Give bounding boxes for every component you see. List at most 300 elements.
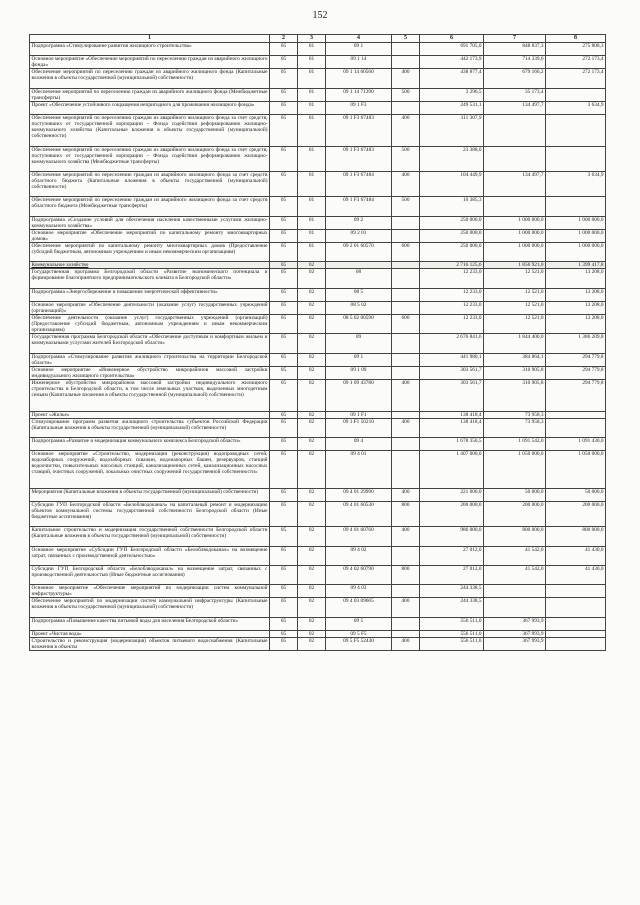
amount-year-2: 73 958,3 [484,418,546,437]
item-name: Капитальное строительство и модернизация государственной собственности Белгородской области (Капитальные вложения в объекты государственной (муниципальной) собственности) [30,527,270,546]
amount-year-3: 13 208,0 [546,269,606,288]
amount-year-3: 275 808,3 [546,43,606,56]
amount-year-1: 12 233,0 [420,269,484,288]
column-header: 1 [30,35,270,43]
target-article-code: 09 2 01 [326,229,392,242]
amount-year-2 [484,115,546,147]
amount-year-3: 3 634,9 [546,101,606,114]
item-name: Обеспечение мероприятий по капитальному ремонту многоквартирных домов (Предоставление субсидий бюджетным, автономным учреждениям и иным некоммерческим организациям) [30,243,270,262]
amount-year-3: 3 634,9 [546,171,606,196]
target-article-code: 09 4 01 29990 [326,488,392,501]
amount-year-1: 691 705,0 [420,43,484,56]
column-header: 4 [326,35,392,43]
amount-year-3 [546,418,606,437]
amount-year-2: 310 905,8 [484,366,546,379]
item-name: Основное мероприятие «Инженерное обустройство микрорайонов массовой застройки индивидуального жилищного строительства» [31,366,268,379]
item-name: Обеспечение мероприятий по переселению граждан из аварийного жилищного фонда за счет средств областного бюджета (Капитальные вложения в объекты государственной (муниципальной) собственности) [30,171,270,196]
subsection-code: 02 [298,617,326,630]
expense-type-code: 800 [392,565,420,584]
column-header: 8 [546,35,606,43]
table-row [30,288,606,301]
expense-type-code: 400 [392,598,420,617]
amount-year-2: 800 000,0 [484,527,546,546]
table-row [30,197,606,216]
section-code: 05 [270,630,298,637]
table-row [30,171,606,196]
table-row [30,617,606,630]
expense-type-code [392,411,420,418]
table-row [30,115,606,147]
subsection-code: 01 [298,243,326,262]
amount-year-1: 138 418,4 [420,418,484,437]
subsection-code: 01 [298,43,326,56]
expense-type-code: 400 [392,380,420,412]
amount-year-2: 679 166,2 [484,69,546,88]
table-row [30,488,606,501]
amount-year-2: 384 864,1 [484,353,546,366]
target-article-code: 09 1 F1 [326,411,392,418]
subsection-code: 02 [298,262,326,269]
expense-type-code: 400 [392,418,420,437]
item-name: Проект «Жилье» [30,411,270,418]
amount-year-2 [484,146,546,171]
table-row [30,585,606,598]
table-row [30,451,606,489]
table-row [30,437,606,450]
amount-year-3: 1 000 000,0 [546,229,606,242]
subsection-code: 02 [298,380,326,412]
subsection-code: 02 [298,353,326,366]
section-code: 05 [270,637,298,650]
item-name: Основное мероприятие «Обеспечение мероприятий по модернизации систем коммунальной инфраструктуры» [31,585,268,598]
expense-type-code: 400 [392,69,420,88]
amount-year-1: 250 000,0 [420,229,484,242]
item-name: Основное мероприятие «Обеспечение деятельности (оказание услуг) государственных учреждений (организаций)» [31,301,268,314]
amount-year-2: 1 091 542,0 [484,437,546,450]
amount-year-3 [546,585,606,598]
column-header: 7 [484,35,546,43]
expense-type-code: 400 [392,488,420,501]
expense-type-code [392,262,420,269]
amount-year-3: 272 173,4 [546,56,606,69]
subsection-code: 02 [298,451,326,489]
column-header: 5 [392,35,420,43]
amount-year-1: 10 385,3 [420,197,484,216]
amount-year-1: 442 173,9 [420,56,484,69]
section-code: 05 [270,146,298,171]
expense-type-code [392,366,420,379]
target-article-code: 08 [326,269,392,288]
item-name: Основное мероприятие «Строительство, модернизация (реконструкция) водопроводных сетей, водозаборных сооружений, водозаборных скважин, водонапорных башен, резервуаров, станций водоочистки, повысительных насосных станций, канализационных сетей, канализационных насосных станций, очистных сооружений, локальных очистных сооружений государственной собственности» [30,451,270,489]
amount-year-3: 1 050 000,0 [546,451,606,489]
target-article-code: 09 1 F1 50210 [326,418,392,437]
section-code: 05 [270,101,298,114]
section-code: 05 [270,315,298,334]
amount-year-2: 12 521,0 [484,288,546,301]
expense-type-code [392,216,420,229]
amount-year-2: 310 905,8 [484,380,546,412]
subsection-code: 02 [298,630,326,637]
subsection-code: 02 [298,411,326,418]
item-name: Строительство и реконструкция (модернизация) объектов питьевого водоснабжения (Капитальные вложения в объекты [31,637,268,651]
item-name: Обеспечение деятельности (оказание услуг) государственных учреждений (организаций) (Предоставление субсидий бюджетным, автономным учреждениям и иным некоммерческим организациям) [31,315,268,334]
amount-year-3: 294 779,8 [546,353,606,366]
amount-year-2: 1 000 000,0 [484,229,546,242]
section-code: 05 [270,380,298,412]
subsection-code: 01 [298,88,326,101]
subsection-code: 01 [298,101,326,114]
expense-type-code: 500 [392,146,420,171]
section-code: 05 [270,88,298,101]
expense-type-code [392,269,420,288]
subsection-code: 02 [298,288,326,301]
amount-year-3: 13 208,0 [546,288,606,301]
amount-year-1: 1 678 350,5 [420,437,484,450]
amount-year-2: 714 339,6 [484,56,546,69]
amount-year-1: 27 012,0 [420,546,484,565]
subsection-code: 01 [298,229,326,242]
amount-year-2: 41 542,0 [484,565,546,584]
section-code: 05 [270,598,298,617]
amount-year-3 [546,411,606,418]
section-code: 05 [270,269,298,288]
amount-year-1: 104 449,9 [420,171,484,196]
table-row [30,43,606,56]
section-code: 05 [270,56,298,69]
amount-year-2: 1 856 921,0 [484,262,546,269]
amount-year-3 [546,617,606,630]
amount-year-2: 1 000 000,0 [484,243,546,262]
amount-year-1: 3 296,5 [420,88,484,101]
amount-year-2: 367 993,9 [484,630,546,637]
target-article-code: 09 1 F3 67484 [326,197,392,216]
amount-year-3 [546,115,606,147]
item-name: Обеспечение мероприятий по переселению граждан из аварийного жилищного фонда за счет средств, поступивших от государственной корпорации – Фонда содействия реформированию жилищно-коммунального хозяйства (Межбюджетные трансферты) [30,146,270,171]
subsection-code: 01 [298,197,326,216]
section-code: 05 [270,366,298,379]
section-code: 05 [270,501,298,526]
table-row [30,637,606,650]
subsection-code: 02 [298,637,326,650]
target-article-code: 09 1 14 71390 [326,88,392,101]
page-number: 152 [312,10,328,21]
amount-year-3 [546,197,606,216]
amount-year-3: 294 779,8 [546,380,606,412]
table-row [30,565,606,584]
table-row [30,146,606,171]
amount-year-1: 200 000,0 [420,501,484,526]
target-article-code: 09 4 01 60530 [326,501,392,526]
target-article-code: 09 1 14 60560 [326,69,392,88]
column-number-row [30,35,606,43]
amount-year-3 [546,146,606,171]
target-article-code: 09 1 09 [326,366,392,379]
expense-type-code: 800 [392,501,420,526]
amount-year-2: 41 542,0 [484,546,546,565]
amount-year-1: 556 511,0 [420,637,484,650]
expense-type-code [392,437,420,450]
amount-year-2: 1 000 000,0 [484,216,546,229]
expense-type-code [392,56,420,69]
expense-type-code: 600 [392,315,420,334]
target-article-code: 09 4 01 60760 [326,527,392,546]
target-article-code: 09 4 [326,437,392,450]
section-code: 05 [270,488,298,501]
amount-year-1: 438 877,4 [420,69,484,88]
table-row [30,56,606,69]
amount-year-1: 221 000,0 [420,488,484,501]
item-name: Подпрограмма «Создание условий для обеспечения населения качественными услугами жилищно-коммунального хозяйства» [31,216,268,229]
target-article-code: 09 2 [326,216,392,229]
section-code: 05 [270,437,298,450]
amount-year-3: 1 091 430,0 [546,437,606,450]
table-row [30,366,606,379]
amount-year-1: 2 676 841,6 [420,334,484,353]
expense-type-code [392,43,420,56]
section-code: 05 [270,69,298,88]
table-row [30,101,606,114]
amount-year-2: 73 958,3 [484,411,546,418]
amount-year-2: 12 521,0 [484,301,546,314]
item-name: Государственная программа Белгородской области «Развитие экономического потенциала и формирование благоприятного предпринимательского климата в Белгородской области» [30,269,270,288]
section-code: 05 [270,418,298,437]
amount-year-1: 986 000,0 [420,527,484,546]
amount-year-1: 556 511,0 [420,630,484,637]
expense-type-code: 600 [392,243,420,262]
subsection-code: 01 [298,115,326,147]
section-code: 05 [270,617,298,630]
subsection-code: 02 [298,366,326,379]
target-article-code [326,262,392,269]
subsection-code: 02 [298,315,326,334]
subsection-code: 02 [298,501,326,526]
target-article-code: 08 5 [326,288,392,301]
amount-year-1: 1 407 000,0 [420,451,484,489]
amount-year-1: 12 233,0 [420,315,484,334]
item-name: Проект «Чистая вода» [30,630,270,637]
target-article-code: 09 1 [326,43,392,56]
item-name: Субсидии ГУП Белгородской области «Белоблводоканал» на возмещение затрат, связанных с производственной деятельностью (Иные бюджетные ассигнования) [30,565,270,584]
section-code: 05 [270,301,298,314]
expense-type-code [392,585,420,598]
table-row [30,315,606,334]
target-article-code: 09 5 [326,617,392,630]
table-row [30,630,606,637]
section-code: 05 [270,171,298,196]
subsection-code: 02 [298,418,326,437]
table-row [30,69,606,88]
item-name: Подпрограмма «Стимулирование развития жилищного строительства на территории Белгородской области» [31,353,268,366]
section-code: 05 [270,411,298,418]
item-name: Обеспечение мероприятий по переселению граждан из аварийного жилищного фонда (Межбюджетные трансферты) [31,88,268,101]
section-code: 05 [270,451,298,489]
amount-year-1: 111 307,9 [420,115,484,147]
amount-year-2: 12 521,0 [484,315,546,334]
section-code: 05 [270,565,298,584]
table-row [30,216,606,229]
expense-type-code: 400 [392,171,420,196]
section-code: 05 [270,197,298,216]
item-name: Подпрограмма «Стимулирование развития жилищного строительства» [30,43,270,56]
amount-year-2: 367 993,9 [484,637,546,650]
amount-year-2: 367 993,9 [484,617,546,630]
section-code: 05 [270,288,298,301]
subsection-code: 02 [298,334,326,353]
item-name: Основное мероприятие «Обеспечение мероприятий по капитальному ремонту многоквартирных домов» [31,229,268,242]
section-code: 05 [270,334,298,353]
item-name: Обеспечение мероприятий по модернизации систем коммунальной инфраструктуры (Капитальные вложения в объекты государственной (муниципальной) собственности) [30,598,270,617]
table-row [30,262,606,269]
amount-year-3: 13 208,0 [546,315,606,334]
amount-year-3: 1 000 000,0 [546,216,606,229]
expense-type-code [392,101,420,114]
amount-year-3: 41 430,0 [546,546,606,565]
amount-year-3: 1 386 209,8 [546,334,606,353]
expense-type-code [392,451,420,489]
item-name: Основное мероприятие «Обеспечение мероприятий по переселению граждан из аварийного жилищного фонда» [31,56,268,69]
item-name: Проект «Обеспечение устойчивого сокращения непригодного для проживания жилищного фонда» [30,101,270,114]
amount-year-2: 134 497,7 [484,101,546,114]
amount-year-1: 12 233,0 [420,301,484,314]
subsection-code: 02 [298,437,326,450]
item-name: Государственная программа Белгородской области «Обеспечение доступным и комфортным жильем и коммунальными услугами жителей Белгородской области» [30,334,270,353]
table-row [30,269,606,288]
amount-year-1: 244 338,5 [420,585,484,598]
subsection-code: 01 [298,69,326,88]
amount-year-3: 200 000,0 [546,501,606,526]
target-article-code: 08 5 02 00590 [326,315,392,334]
table-row [30,380,606,412]
amount-year-1: 250 000,0 [420,243,484,262]
target-article-code: 09 1 14 [326,56,392,69]
column-header: 6 [420,35,484,43]
item-name: Подпрограмма «Повышение качества питьевой воды для населения Белгородской области» [30,617,270,630]
subsection-code: 02 [298,565,326,584]
table-row [30,546,606,565]
expense-type-code [392,229,420,242]
subsection-code: 02 [298,488,326,501]
expense-type-code [392,546,420,565]
subsection-code: 01 [298,146,326,171]
amount-year-3: 1 399 417,8 [546,262,606,269]
amount-year-2 [484,598,546,617]
target-article-code: 09 4 02 60790 [326,565,392,584]
amount-year-3: 41 430,0 [546,565,606,584]
amount-year-1: 23 388,0 [420,146,484,171]
amount-year-2: 1 844 400,0 [484,334,546,353]
target-article-code: 09 [326,334,392,353]
table-row [30,334,606,353]
target-article-code: 09 2 01 60570 [326,243,392,262]
expense-type-code: 500 [392,197,420,216]
amount-year-3: 13 208,0 [546,301,606,314]
table-row [30,301,606,314]
target-article-code: 09 1 F3 [326,101,392,114]
item-name: Инженерное обустройство микрорайонов массовой застройки индивидуального жилищного строительства в Белгородской области, в том числе земельных участков, выделенных многодетным семьям (Капитальные вложения в объекты государственной (муниципальной) собственности) [30,380,270,412]
subsection-code: 02 [298,546,326,565]
item-name: Подпрограмма «Развитие и модернизация коммунального комплекса Белгородской области» [30,437,270,450]
amount-year-3: 272 173,4 [546,69,606,88]
amount-year-1: 138 418,4 [420,411,484,418]
amount-year-2: 1 050 000,0 [484,451,546,489]
item-name: Подпрограмма «Энергосбережение и повышение энергетической эффективности» [30,288,270,301]
amount-year-3: 50 000,0 [546,488,606,501]
subsection-code: 02 [298,527,326,546]
target-article-code: 09 4 03 [326,585,392,598]
expense-type-code: 400 [392,527,420,546]
subsection-code: 02 [298,585,326,598]
target-article-code: 09 1 F3 67483 [326,115,392,147]
amount-year-3: 800 000,0 [546,527,606,546]
amount-year-2 [484,197,546,216]
amount-year-2 [484,585,546,598]
amount-year-1: 12 233,0 [420,288,484,301]
expense-type-code [392,334,420,353]
section-code: 05 [270,353,298,366]
amount-year-1: 2 716 125,6 [420,262,484,269]
target-article-code: 09 1 F3 67483 [326,146,392,171]
expense-type-code: 400 [392,115,420,147]
section-code: 05 [270,585,298,598]
section-code: 05 [270,115,298,147]
amount-year-2: 35 173,4 [484,88,546,101]
amount-year-3 [546,598,606,617]
expense-type-code: 400 [392,637,420,650]
amount-year-1: 556 511,0 [420,617,484,630]
section-code: 05 [270,216,298,229]
amount-year-2: 200 000,0 [484,501,546,526]
table-row [30,418,606,437]
table-row [30,598,606,617]
expense-type-code [392,288,420,301]
amount-year-3 [546,88,606,101]
subsection-code: 02 [298,598,326,617]
amount-year-1: 249 531,1 [420,101,484,114]
target-article-code: 09 5 F5 [326,630,392,637]
expense-type-code [392,301,420,314]
amount-year-2: 12 521,0 [484,269,546,288]
table-row [30,88,606,101]
item-name: Обеспечение мероприятий по переселению граждан из аварийного жилищного фонда за счет средств областного бюджета (Межбюджетные трансферты) [30,197,270,216]
amount-year-3: 294 779,8 [546,366,606,379]
subsection-code: 01 [298,56,326,69]
amount-year-3: 1 000 000,0 [546,243,606,262]
amount-year-2: 50 000,0 [484,488,546,501]
target-article-code: 08 5 02 [326,301,392,314]
section-code: 05 [270,43,298,56]
target-article-code: 09 5 F5 52430 [326,637,392,650]
item-name: Обеспечение мероприятий по переселению граждан из аварийного жилищного фонда за счет средств, поступивших от государственной корпорации – Фонда содействия реформированию жилищно-коммунального хозяйства (Капитальные вложения в объекты государственной (муниципальной) собственности) [30,115,270,147]
amount-year-1: 441 980,1 [420,353,484,366]
table-row [30,411,606,418]
section-code: 05 [270,527,298,546]
amount-year-1: 250 000,0 [420,216,484,229]
section-code: 05 [270,546,298,565]
subsection-code: 02 [298,269,326,288]
item-name: Коммунальное хозяйство [30,262,270,269]
table-row [30,243,606,262]
section-code: 05 [270,262,298,269]
amount-year-2: 848 837,3 [484,43,546,56]
table-row [30,501,606,526]
expense-type-code [392,353,420,366]
target-article-code: 09 1 09 43780 [326,380,392,412]
section-code: 05 [270,229,298,242]
target-article-code: 09 4 03 09605 [326,598,392,617]
target-article-code: 09 4 02 [326,546,392,565]
item-name: Стимулирование программ развития жилищного строительства субъектов Российской Федерации (Капитальные вложения в объекты государственной (муниципальной) собственности) [30,418,270,437]
expense-type-code [392,617,420,630]
